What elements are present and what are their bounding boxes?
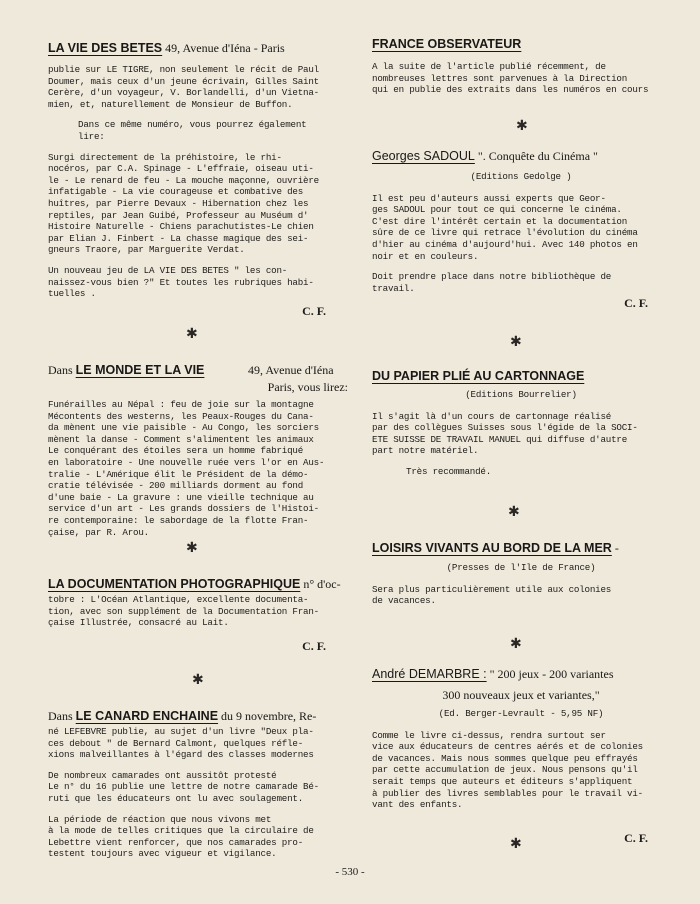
article-body: tobre : L'Océan Atlantique, excellente documenta- tion, avec son supplément de la Documentation Fran- çaise Illustrée, consacré au Lait. [48, 594, 319, 629]
article-paragraph: Un nouveau jeu de LA VIE DES BETES " les con- naissez-vous bien ?" Et toutes les rubriques habi- tuelles . [48, 264, 314, 300]
article-body: né LEFEBVRE publie, au sujet d'un livre "Deux pla- ces debout " de Bernard Calmont, quelques réfle- xions malveillantes à l'égard des classes modernes [48, 726, 314, 761]
ornament-star: ✱ [510, 836, 522, 852]
book-title: DU PAPIER PLIÉ AU CARTONNAGE [372, 369, 585, 383]
page-number: - 530 - [335, 866, 365, 878]
book-title-line2: 300 nouveaux jeux et variantes," [442, 688, 600, 702]
book-title: LOISIRS VIVANTS AU BORD DE LA MER [372, 541, 612, 555]
book-editor: (Editions Bourrelier) [465, 389, 577, 400]
article-loisirs-vivants [372, 540, 670, 607]
author-name: Georges SADOUL [372, 149, 475, 163]
publication-title: LE CANARD ENCHAINE [75, 709, 219, 723]
ornament-star: ✱ [516, 118, 528, 134]
ornament-star: ✱ [186, 326, 198, 342]
article-vie-des-betes [48, 40, 348, 319]
publication-title: LE MONDE ET LA VIE [75, 363, 205, 377]
article-heading [48, 708, 348, 725]
signature: C. F. [624, 296, 648, 311]
signature: C. F. [302, 638, 326, 653]
article-demarbre [372, 666, 670, 846]
article-paragraph: La période de réaction que nous vivons met à la mode de telles critiques que la circulaire de Lebettre vient renforcer, que nos camarades pro- testent toujours avec vigueur et vigilance. [48, 813, 314, 860]
ornament-star: ✱ [186, 540, 198, 556]
article-heading [372, 666, 670, 704]
article-paragraph: Surgi directement de la préhistoire, le rhi- nocéros, par C.A. Spinage - L'effraie, oiseau uti- le - Le renard de feu - La mouche maçonne, ouvrière infatigable - La vie courageuse et combative des huîtres, par Pierre Devaux - Hibernation chez les reptiles, par Jean Guibé, Professeur au Muséum d' Histoire Naturelle - Chiens parachutistes-Le chien par Elian J. Finbert - La chasse magique des sei- gneurs Traore, par Marguerite Verdat. [48, 151, 319, 256]
article-body: Sera plus particulièrement utile aux colonies de vacances. [372, 583, 612, 607]
book-title: ". Conquête du Cinéma " [474, 149, 598, 163]
book-editor: (Editions Gedolge ) [470, 171, 572, 182]
publication-title: FRANCE OBSERVATEUR [372, 37, 522, 51]
heading-suffix: n° d'oc- [300, 577, 341, 591]
heading-suffix: du 9 novembre, Re- [218, 709, 317, 723]
article-body: Funérailles au Népal : feu de joie sur la montagne Mécontents des westerns, les Peaux-Rouges du Cana- da mènent une vie paisible - Au Congo, les sorciers mènent la danse - Comment s'alimentent les animaux Le conquérant des étoiles sera un homme fabriqué en laboratoire - Une nouvelle ruée vers l'or en Aus- tralie - L'Amérique élit le Président de la démo- cratie télévisée - 200 milliards dorment au fond d'une baie - La gravure : une vieille technique au service d'un art - Les grands dossiers de l'Histoi- re contemporaine: le sabordage de la flotte Fran- çaise, par R. Arou. [48, 399, 325, 538]
article-sadoul [372, 148, 670, 311]
ornament-star: ✱ [510, 334, 522, 350]
article-canard-enchaine [48, 708, 348, 860]
publication-address: 49, Avenue d'Iéna - Paris [162, 41, 285, 55]
article-france-observateur [372, 36, 670, 96]
article-body: Comme le livre ci-dessus, rendra surtout ser vice aux éducateurs de centres aérés et de colonies de vacances. Mais nous sommes quelque peu effrayés par cette accumulation de jeux. Nous pensons qu'il serait temps que auteurs et éditeurs s'appliquent à publier des livres semblables pour le travail vi- vant des enfants. [372, 729, 643, 811]
article-paragraph: Doit prendre place dans notre bibliothèque de travail. [372, 271, 612, 294]
article-heading [372, 148, 670, 165]
article-body: publie sur LE TIGRE, non seulement le récit de Paul Doumer, mais ceux d'un jeune écrivain, Gilles Saint Cerère, d'un voyageur, V. Borlandelli, d'un Vietna- mien, et, naturellement de Monsieur de Buffon. [48, 64, 319, 110]
author-name: André DEMARBRE : [372, 667, 487, 681]
article-heading [372, 368, 670, 385]
article-body: A la suite de l'article publié récemment, de nombreuses lettres sont parvenues à la Direction qui en publie des extraits dans les numéros en cours [372, 61, 649, 96]
publication-address: 49, Avenue d'Iéna [248, 363, 334, 377]
article-papier-plie [372, 368, 670, 478]
ornament-star: ✱ [508, 504, 520, 520]
article-paragraph: Dans ce même numéro, vous pourrez également lire: [78, 119, 307, 142]
ornament-star: ✱ [510, 636, 522, 652]
article-le-monde-et-la-vie [48, 362, 348, 538]
signature: C. F. [624, 830, 648, 845]
heading-prefix: Dans [48, 363, 76, 377]
book-editor: (Presses de l'Ile de France) [446, 562, 596, 573]
book-title: " 200 jeux - 200 variantes [486, 667, 614, 681]
ornament-star: ✱ [192, 672, 204, 688]
signature: C. F. [302, 303, 326, 318]
article-heading [48, 362, 348, 396]
article-heading [48, 40, 348, 57]
book-editor: (Ed. Berger-Levrault - 5,95 NF) [438, 708, 604, 719]
publication-title: LA DOCUMENTATION PHOTOGRAPHIQUE [48, 577, 301, 591]
article-heading [372, 540, 670, 557]
heading-prefix: Dans [48, 709, 76, 723]
article-paragraph: De nombreux camarades ont aussitôt protesté Le n° du 16 publie une lettre de notre camarade Bé- ruti que les éducateurs ont lu avec soulagement. [48, 769, 319, 804]
publication-address-line2: Paris, vous lirez: [267, 380, 348, 394]
heading-suffix: - [611, 541, 619, 555]
article-body: Il s'agit là d'un cours de cartonnage réalisé par des collègues Suisses sous l'égide de la SOCI- ETE SUISSE DE TRAVAIL MANUEL qui diffuse d'autre part notre matériel. [372, 410, 638, 457]
article-body: Il est peu d'auteurs aussi experts que Geor- ges SADOUL pour tout ce qui concerne le cinéma. C'est dire l'intérêt certain et la documentation sûre de ce livre qui retrace l'évolution du cinéma d'hier au cinéma d'aujourd'hui. Avec 140 photos en noir et en couleurs. [372, 192, 638, 262]
publication-title: LA VIE DES BETES [48, 41, 163, 55]
article-paragraph: Très recommandé. [406, 465, 492, 477]
article-heading [372, 36, 670, 53]
article-documentation-photographique [48, 576, 348, 654]
article-heading [48, 576, 348, 593]
